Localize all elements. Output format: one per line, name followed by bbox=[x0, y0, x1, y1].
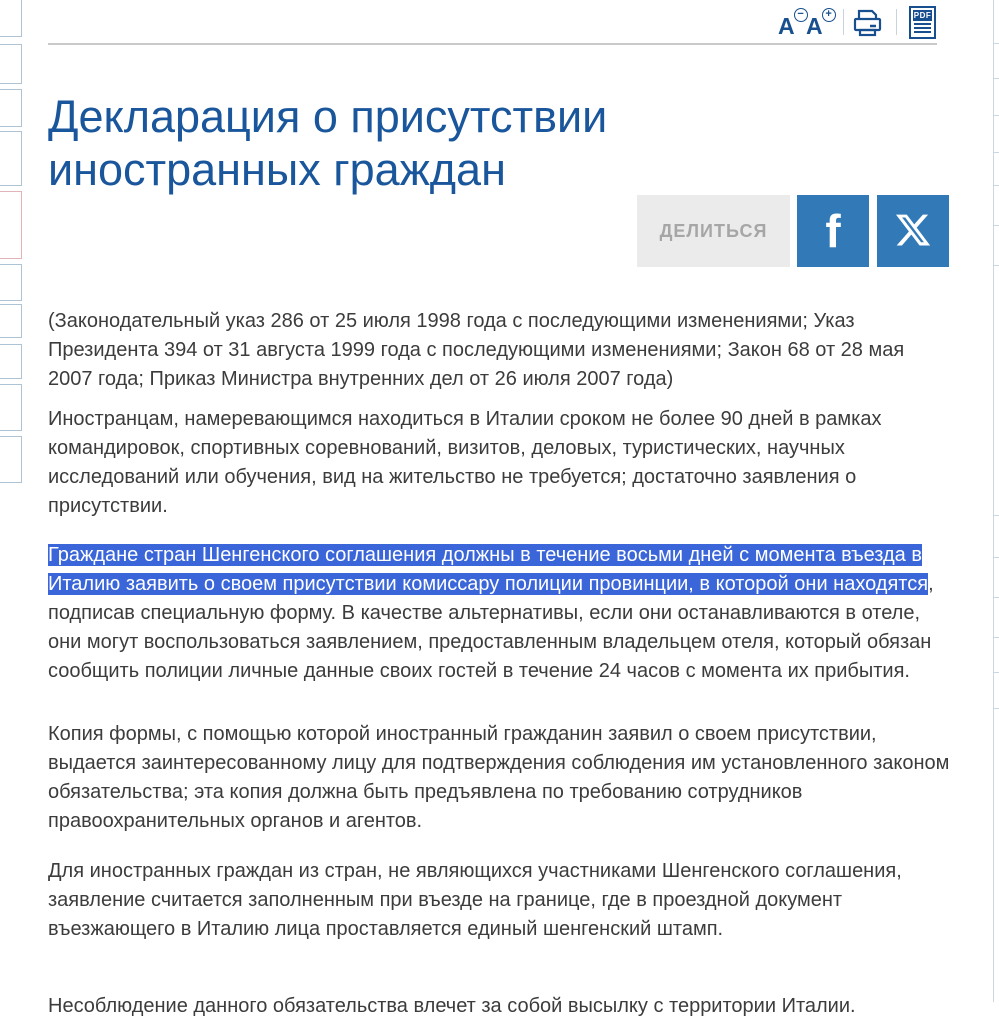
page-title bbox=[48, 90, 607, 196]
right-rail-line bbox=[993, 708, 999, 709]
right-rail-line bbox=[993, 515, 999, 516]
toolbar-divider bbox=[896, 9, 897, 35]
header-divider bbox=[48, 43, 937, 45]
share-x-button[interactable] bbox=[877, 195, 949, 267]
pdf-icon bbox=[909, 6, 936, 39]
left-nav-item[interactable] bbox=[0, 304, 22, 338]
facebook-icon: f bbox=[825, 205, 841, 257]
right-rail-line bbox=[993, 43, 999, 44]
right-rail-line bbox=[993, 152, 999, 153]
right-rail-line bbox=[993, 78, 999, 79]
page-title-line2: иностранных граждан bbox=[48, 144, 506, 196]
plus-icon: + bbox=[822, 8, 836, 22]
print-button[interactable] bbox=[851, 8, 883, 41]
share-facebook-button[interactable] bbox=[797, 195, 869, 267]
right-rail-line bbox=[993, 637, 999, 638]
minus-icon: − bbox=[794, 8, 808, 22]
right-rail-line bbox=[993, 225, 999, 226]
font-increase-button[interactable] bbox=[806, 8, 832, 39]
left-nav-item[interactable] bbox=[0, 384, 22, 431]
paragraph-copy-of-form: Копия формы, с помощью которой иностранный гражданин заявил о своем присутствии, выдается заинтересованному лицу для подтверждения соблюдения им установленного законом обязательства; эта копия должна быть предъявлена по требованию сотрудников правоохранительных органов и агентов. bbox=[48, 723, 950, 832]
right-column-divider bbox=[993, 0, 994, 1002]
font-increase-letter: A bbox=[806, 13, 823, 39]
share-label: ДЕЛИТЬСЯ bbox=[637, 195, 790, 267]
paragraph-schengen-rest: , подписав специальную форму. В качестве альтернативы, если они останавливаются в отеле, они могут воспользоваться заявлением, предоставленным владельцем отеля, который обязан сообщить полиции личные данные своих гостей в течение 24 часов с момента их прибытия. bbox=[48, 573, 934, 682]
right-rail-line bbox=[993, 597, 999, 598]
left-nav-item[interactable] bbox=[0, 344, 22, 379]
x-icon bbox=[894, 211, 932, 252]
printer-icon bbox=[851, 26, 883, 41]
right-rail-line bbox=[993, 265, 999, 266]
selected-text: Граждане стран Шенгенского соглашения должны в течение восьми дней с момента въезда в Италию заявить о своем присутствии комиссару полиции провинции, в которой они находятся bbox=[48, 544, 929, 595]
paragraph-non-schengen: Для иностранных граждан из стран, не являющихся участниками Шенгенского соглашения, заявление считается заполненным при въезде на границе, где в проездной документ въезжающего в Италию лица проставляется единый шенгенский штамп. bbox=[48, 860, 902, 940]
left-nav-item[interactable] bbox=[0, 0, 22, 37]
left-nav-item[interactable] bbox=[0, 131, 22, 186]
paragraph-90-days: Иностранцам, намеревающимся находиться в Италии сроком не более 90 дней в рамках командировок, спортивных соревнований, визитов, деловых, туристических, научных исследований или обучения, вид на жительство не требуется; достаточно заявления о присутствии. bbox=[48, 408, 882, 517]
left-nav-item[interactable] bbox=[0, 436, 22, 483]
right-rail-line bbox=[993, 115, 999, 116]
pdf-icon-label: PDF bbox=[913, 11, 932, 20]
paragraph-clipped: Несоблюдение данного обязательства влечет за собой высылку с территории Италии. bbox=[48, 995, 856, 1017]
page-title-line1: Декларация о присутствии bbox=[48, 91, 608, 143]
left-nav-item[interactable] bbox=[0, 89, 22, 127]
right-rail-line bbox=[993, 557, 999, 558]
font-decrease-letter: A bbox=[778, 13, 795, 39]
right-rail-line bbox=[993, 185, 999, 186]
right-rail-line bbox=[993, 672, 999, 673]
left-nav-item-active[interactable] bbox=[0, 191, 22, 259]
font-decrease-button[interactable] bbox=[778, 8, 804, 39]
paragraph-schengen bbox=[48, 541, 954, 686]
pdf-button[interactable] bbox=[909, 6, 936, 39]
left-nav-item[interactable] bbox=[0, 264, 22, 301]
paragraph-legal-refs: (Законодательный указ 286 от 25 июля 1998 года с последующими изменениями; Указ Президента 394 от 31 августа 1999 года с последующими изменениями; Закон 68 от 28 мая 2007 года; Приказ Министра внутренних дел от 26 июля 2007 года) bbox=[48, 310, 905, 390]
left-nav-item[interactable] bbox=[0, 44, 22, 84]
toolbar-divider bbox=[843, 9, 844, 35]
